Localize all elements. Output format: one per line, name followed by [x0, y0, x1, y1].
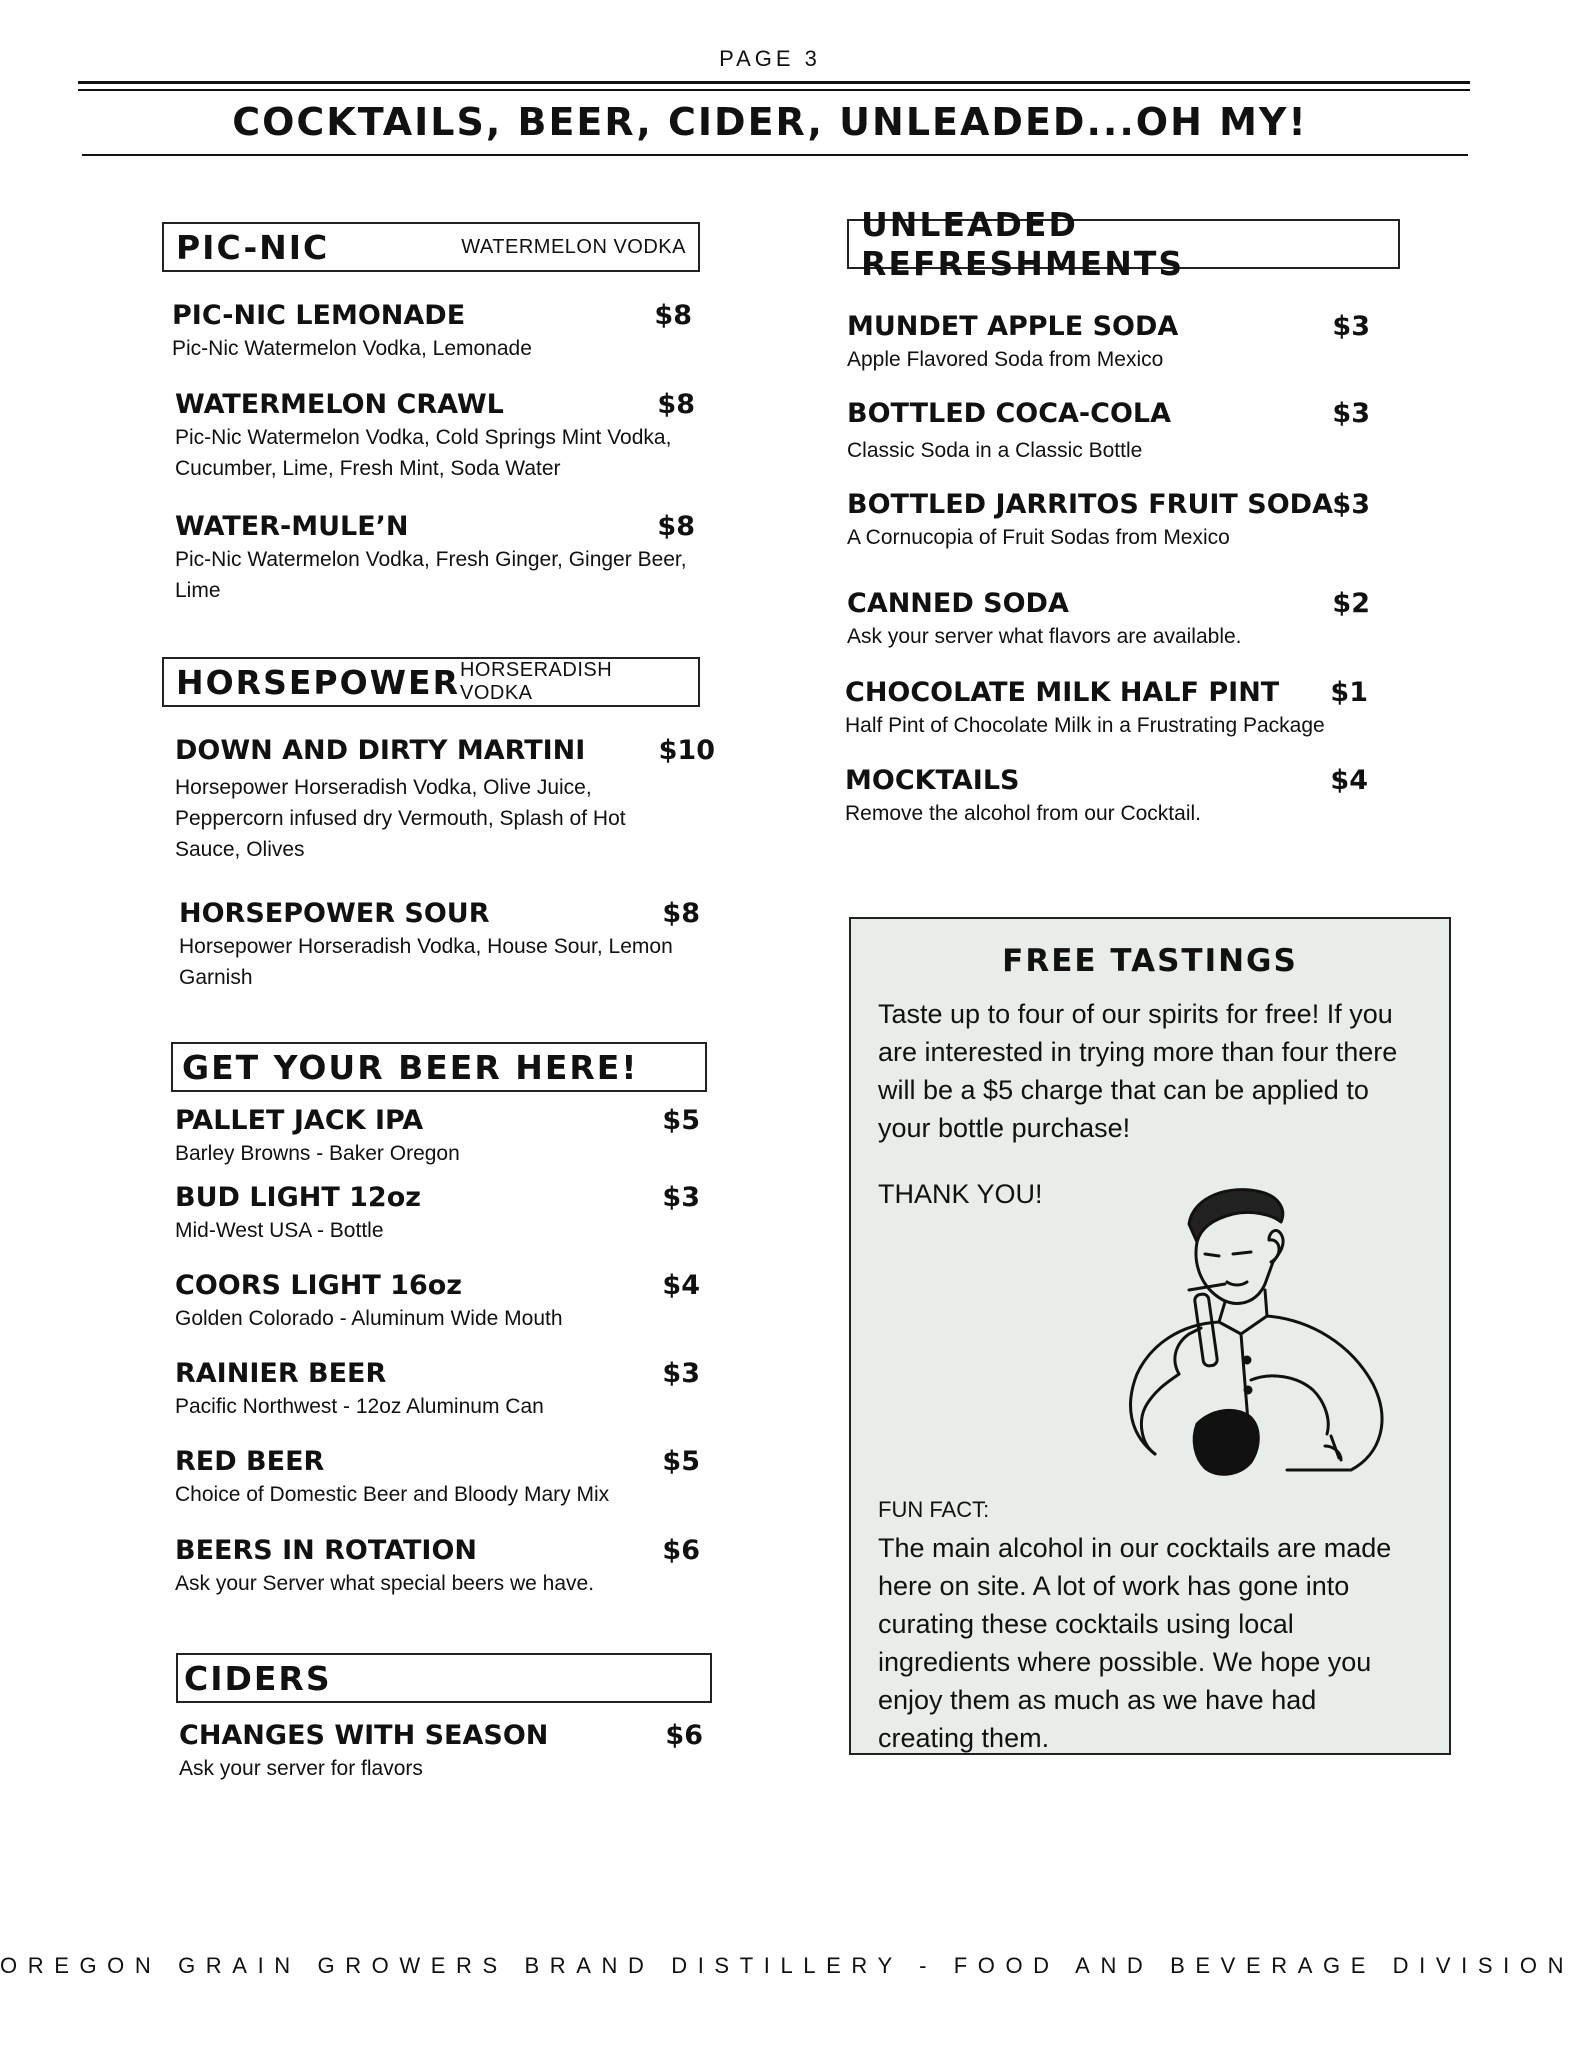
menu-item	[847, 310, 1370, 375]
menu-item	[179, 897, 700, 993]
item-name: BEERS IN ROTATION	[175, 1535, 478, 1566]
menu-item	[175, 1357, 700, 1422]
item-description: Pic-Nic Watermelon Vodka, Cold Springs Mint Vodka, Cucumber, Lime, Fresh Mint, Soda Water	[175, 426, 672, 480]
item-name: MOCKTAILS	[845, 765, 1020, 796]
header-rule-bottom	[82, 154, 1468, 156]
item-description: Ask your Server what special beers we have.	[175, 1572, 595, 1595]
bartender-illustration	[1101, 1184, 1411, 1494]
tastings-body: Taste up to four of our spirits for free! If you are interested in trying more than four there will be a $5 charge that can be applied to your bottle purchase!	[878, 999, 1398, 1143]
item-price: $8	[654, 300, 692, 331]
item-price: $5	[662, 1105, 700, 1136]
section-header-unleaded	[847, 205, 1400, 283]
menu-item	[175, 1104, 700, 1169]
item-price: $6	[662, 1535, 700, 1566]
item-price: $3	[1332, 311, 1370, 342]
item-name: CHOCOLATE MILK HALF PINT	[845, 677, 1280, 708]
section-header-picnic	[162, 222, 700, 272]
item-name: PALLET JACK IPA	[175, 1105, 424, 1136]
item-name: RED BEER	[175, 1446, 325, 1477]
menu-item	[179, 1719, 703, 1784]
item-description: Horsepower Horseradish Vodka, Olive Juice, Peppercorn infused dry Vermouth, Splash of Hot Sauce, Olives	[175, 776, 626, 861]
section-title: UNLEADED REFRESHMENTS	[861, 205, 1185, 283]
item-name: CHANGES WITH SEASON	[179, 1720, 549, 1751]
item-price: $4	[662, 1270, 700, 1301]
item-price: $2	[1332, 588, 1370, 619]
item-price: $8	[657, 389, 695, 420]
item-name: BOTTLED COCA-COLA	[847, 398, 1171, 429]
item-name: WATER-MULE’N	[175, 511, 409, 542]
header-rule-top-2	[78, 89, 1470, 91]
item-description: Pic-Nic Watermelon Vodka, Fresh Ginger, Ginger Beer, Lime	[175, 548, 687, 602]
page-title: COCKTAILS, BEER, CIDER, UNLEADED...OH MY!	[232, 100, 1308, 144]
menu-item	[175, 1534, 700, 1599]
section-header-ciders	[176, 1653, 712, 1703]
footer: OREGON GRAIN GROWERS BRAND DISTILLERY - FOOD AND BEVERAGE DIVISION	[0, 1953, 1575, 1978]
item-price: $3	[1332, 489, 1370, 520]
item-price: $4	[1330, 765, 1368, 796]
item-name: BOTTLED JARRITOS FRUIT SODA	[847, 489, 1333, 520]
item-description: Remove the alcohol from our Cocktail.	[845, 802, 1201, 825]
page-label: PAGE 3	[719, 46, 821, 71]
item-price: $5	[662, 1446, 700, 1477]
item-price: $1	[1330, 677, 1368, 708]
free-tastings-box	[849, 917, 1451, 1755]
item-description: Horsepower Horseradish Vodka, House Sour, Lemon Garnish	[179, 935, 673, 989]
menu-item	[847, 488, 1370, 553]
item-name: CANNED SODA	[847, 588, 1069, 619]
fun-fact-body: The main alcohol in our cocktails are made here on site. A lot of work has gone into curating these cocktails using local ingredients where possible. We hope you enjoy them as much as we have had creating them.	[878, 1533, 1392, 1753]
item-description: Golden Colorado - Aluminum Wide Mouth	[175, 1307, 563, 1330]
menu-item	[175, 1181, 700, 1246]
item-description: Pacific Northwest - 12oz Aluminum Can	[175, 1395, 544, 1418]
section-subtitle: HORSERADISH VODKA	[459, 659, 613, 704]
item-description: A Cornucopia of Fruit Sodas from Mexico	[847, 526, 1230, 549]
item-price: $8	[657, 511, 695, 542]
item-name: WATERMELON CRAWL	[175, 389, 504, 420]
item-name: DOWN AND DIRTY MARTINI	[175, 735, 586, 766]
item-name: RAINIER BEER	[175, 1358, 387, 1389]
item-price: $3	[1332, 398, 1370, 429]
section-title: GET YOUR BEER HERE!	[182, 1047, 639, 1087]
item-description: Barley Browns - Baker Oregon	[175, 1142, 460, 1165]
section-title: PIC-NIC	[176, 227, 330, 267]
menu-item	[175, 1445, 700, 1510]
item-description: Classic Soda in a Classic Bottle	[847, 439, 1143, 462]
menu-item	[175, 1269, 700, 1334]
item-description: Choice of Domestic Beer and Bloody Mary Mix	[175, 1483, 610, 1506]
item-name: HORSEPOWER SOUR	[179, 898, 490, 929]
section-header-beer	[171, 1042, 707, 1092]
menu-item	[847, 587, 1370, 652]
section-header-horsepower	[162, 657, 700, 707]
item-price: $3	[662, 1182, 700, 1213]
tastings-title: FREE TASTINGS	[1002, 943, 1298, 979]
section-title: CIDERS	[184, 1658, 332, 1698]
section-subtitle: WATERMELON VODKA	[461, 235, 686, 258]
menu-item	[845, 764, 1368, 829]
item-price: $8	[662, 898, 700, 929]
item-description: Half Pint of Chocolate Milk in a Frustrating Package	[845, 714, 1325, 737]
item-description: Ask your server for flavors	[179, 1757, 423, 1780]
item-name: BUD LIGHT 12oz	[175, 1182, 421, 1213]
menu-item	[847, 397, 1370, 466]
tastings-thanks: THANK YOU!	[878, 1179, 1043, 1209]
item-price: $3	[662, 1358, 700, 1389]
item-description: Mid-West USA - Bottle	[175, 1219, 384, 1242]
header-rule-top	[78, 81, 1470, 84]
menu-item	[175, 388, 735, 484]
item-price: $6	[665, 1720, 703, 1751]
item-name: COORS LIGHT 16oz	[175, 1270, 463, 1301]
item-description: Apple Flavored Soda from Mexico	[847, 348, 1164, 371]
menu-item	[175, 510, 695, 606]
item-name: PIC-NIC LEMONADE	[172, 300, 466, 331]
menu-item	[172, 299, 692, 364]
section-title: HORSEPOWER	[176, 662, 460, 702]
item-description: Ask your server what flavors are available.	[847, 625, 1242, 648]
item-price: $10	[658, 735, 715, 766]
menu-item	[845, 676, 1368, 741]
fun-fact-label: FUN FACT:	[878, 1497, 990, 1522]
item-description: Pic-Nic Watermelon Vodka, Lemonade	[172, 337, 532, 360]
item-name: MUNDET APPLE SODA	[847, 311, 1179, 342]
menu-item	[175, 734, 715, 865]
